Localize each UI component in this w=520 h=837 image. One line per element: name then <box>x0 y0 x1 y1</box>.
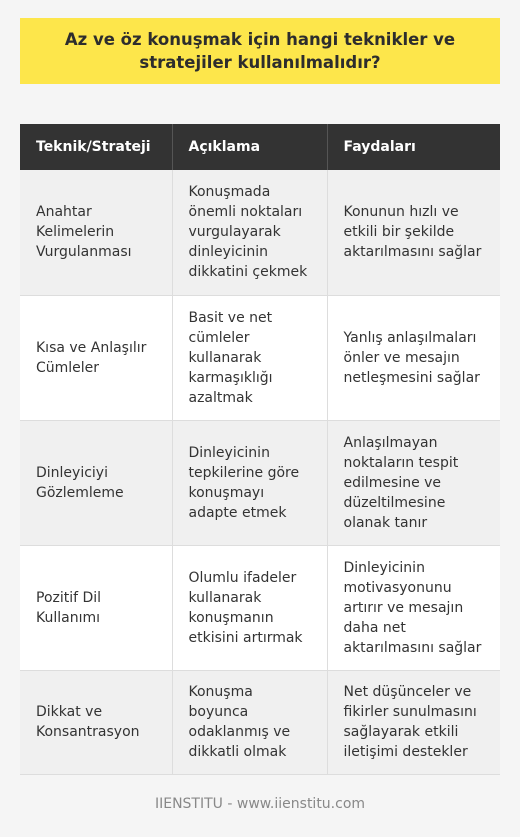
table-row <box>20 170 500 295</box>
table-row <box>20 545 500 670</box>
table-cell-description: Dinleyicinin tepkilerine göre konuşmayı adapte etmek <box>172 420 327 545</box>
table-cell-benefits: Net düşünceler ve fikirler sunulmasını sağlayarak etkili iletişimi destekler <box>327 670 500 774</box>
table-cell-benefits: Dinleyicinin motivasyonunu artırır ve mesajın daha net aktarılmasını sağlar <box>327 545 500 670</box>
table-cell-description: Olumlu ifadeler kullanarak konuşmanın etkisini artırmak <box>172 545 327 670</box>
column-header-technique: Teknik/Strateji <box>20 124 172 170</box>
table-cell-technique: Dikkat ve Konsantrasyon <box>20 670 172 774</box>
footer-credit: IIENSTITU - www.iienstitu.com <box>154 796 366 812</box>
table-cell-benefits: Anlaşılmayan noktaların tespit edilmesine ve düzeltilmesine olanak tanır <box>327 420 500 545</box>
table-cell-technique: Pozitif Dil Kullanımı <box>20 545 172 670</box>
table-row <box>20 670 500 774</box>
techniques-table <box>20 124 500 775</box>
table-row <box>20 420 500 545</box>
table-cell-description: Konuşmada önemli noktaları vurgulayarak dinleyicinin dikkatini çekmek <box>172 170 327 295</box>
column-header-benefits: Faydaları <box>327 124 500 170</box>
table-cell-technique: Anahtar Kelimelerin Vurgulanması <box>20 170 172 295</box>
table-cell-benefits: Yanlış anlaşılmaları önler ve mesajın netleşmesini sağlar <box>327 295 500 420</box>
page-title: Az ve öz konuşmak için hangi teknikler ve stratejiler kullanılmalıdır? <box>20 18 500 84</box>
column-header-description: Açıklama <box>172 124 327 170</box>
table-cell-description: Basit ve net cümleler kullanarak karmaşıklığı azaltmak <box>172 295 327 420</box>
table-header-row <box>20 124 500 170</box>
table-cell-technique: Kısa ve Anlaşılır Cümleler <box>20 295 172 420</box>
table-cell-technique: Dinleyiciyi Gözlemleme <box>20 420 172 545</box>
table-cell-description: Konuşma boyunca odaklanmış ve dikkatli olmak <box>172 670 327 774</box>
table-cell-benefits: Konunun hızlı ve etkili bir şekilde aktarılmasını sağlar <box>327 170 500 295</box>
table-row <box>20 295 500 420</box>
